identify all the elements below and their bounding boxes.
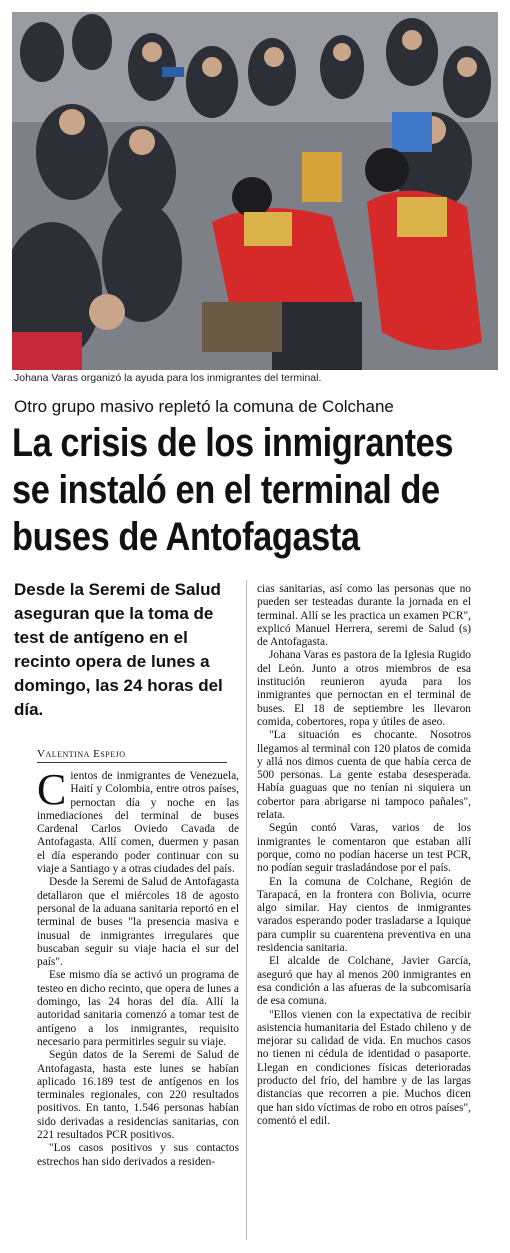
headline-line: se instaló en el terminal de <box>12 468 440 512</box>
body-paragraph: El alcalde de Colchane, Javier García, aseguró que hay al menos 200 inmigrantes en esa condición a las afueras de la subcomisaría de esa comuna. <box>257 955 471 1008</box>
crowd-illustration <box>12 12 498 370</box>
drop-cap: C <box>37 765 67 814</box>
body-paragraph: Desde la Seremi de Salud de Antofagasta detallaron que el miércoles 18 de agosto personal de la aduana sanitaria reportó en el terminal de buses "la presencia masiva e inusual de inmigrantes irregulares que buscaban seguir su viaje hacia el sur del país". <box>37 876 239 969</box>
body-paragraph: Johana Varas es pastora de la Iglesia Rugido del León. Junto a otros miembros de esa institución reunieron ayuda para los inmigrantes que pernoctan en el terminal de buses. El 18 de septiembre les llevaron comida, cobertores, ropa y útiles de aseo. <box>257 649 471 728</box>
body-paragraph: Según contó Varas, varios de los inmigrantes le comentaron que estaban allí porque, como no podían hacerse un test PCR, no podían seguir trasladándose por el país. <box>257 822 471 875</box>
body-paragraph: "Ellos vienen con la expectativa de recibir asistencia humanitaria del Estado chileno y de mejorar su calidad de vida. En muchos casos no tienen ni cédula de identidad o pasaporte. Llegan en condiciones físicas deterioradas producto del frío, del hambre y de las largas distancias que recorren a pie. Muchos dicen que han sido víctimas de robo en otros países", comentó el edil. <box>257 1008 471 1127</box>
body-column-right <box>257 583 471 1128</box>
body-paragraph: En la comuna de Colchane, Región de Tarapacá, en la frontera con Bolivia, ocurre algo similar. Hay cientos de inmigrantes varados esperando poder trasladarse a Iquique para cumplir su cuarentena preventiva en una residencia sanitaria. <box>257 875 471 955</box>
photo-caption: Johana Varas organizó la ayuda para los inmigrantes del terminal. <box>14 372 322 384</box>
column-divider <box>246 580 247 1240</box>
lead-paragraph: Desde la Seremi de Salud aseguran que la toma de test de antígeno en el recinto opera de lunes a domingo, las 24 horas del día. <box>14 580 223 719</box>
body-column-left <box>37 765 239 1169</box>
byline: Valentina Espejo <box>37 748 227 763</box>
body-paragraph: "La situación es chocante. Nosotros llegamos al terminal con 120 platos de comida y allá nos dimos cuenta de que había cerca de 500 personas. La gente estaba desesperada. Había guaguas que no tenían ni siquiera un cobertor para abrigarse ni tampoco pañales", relata. <box>257 729 471 822</box>
body-paragraph: "Los casos positivos y sus contactos estrechos han sido derivados a residen- <box>37 1142 239 1168</box>
headline <box>12 420 454 561</box>
body-paragraph: Según datos de la Seremi de Salud de Antofagasta, hasta este lunes se habían aplicado 16.189 test de antígenos en los terminales regionales, con 220 resultados positivos. En tanto, 1.546 personas habían sido derivadas a residencias sanitarias, con 221 resultados PCR positivos. <box>37 1049 239 1142</box>
headline-line: La crisis de los inmigrantes <box>12 421 454 465</box>
headline-line: buses de Antofagasta <box>12 515 360 559</box>
body-paragraph: Cientos de inmigrantes de Venezuela, Haití y Colombia, entre otros países, pernoctan día y noche en las inmediaciones del terminal de buses Cardenal Carlos Oviedo Cavada de Antofagasta. Allí comen, duermen y pasan el día esperando poder continuar con su viaje a Santiago y a otras ciudades del país. <box>37 765 239 876</box>
kicker: Otro grupo masivo repletó la comuna de Colchane <box>14 397 394 416</box>
body-paragraph: Ese mismo día se activó un programa de testeo en dicho recinto, que opera de lunes a domingo, las 24 horas del día. Allí la autoridad sanitaria comenzó a tomar test de antígeno a los inmigrantes, requisito necesario para permitirles seguir su viaje. <box>37 969 239 1048</box>
body-paragraph: cias sanitarias, así como las personas que no pueden ser testeadas durante la jornada en el terminal. Allí se les practica un examen PCR", explicó Manuel Herrera, seremi de Salud (s) de Antofagasta. <box>257 583 471 649</box>
news-photo <box>12 12 498 370</box>
